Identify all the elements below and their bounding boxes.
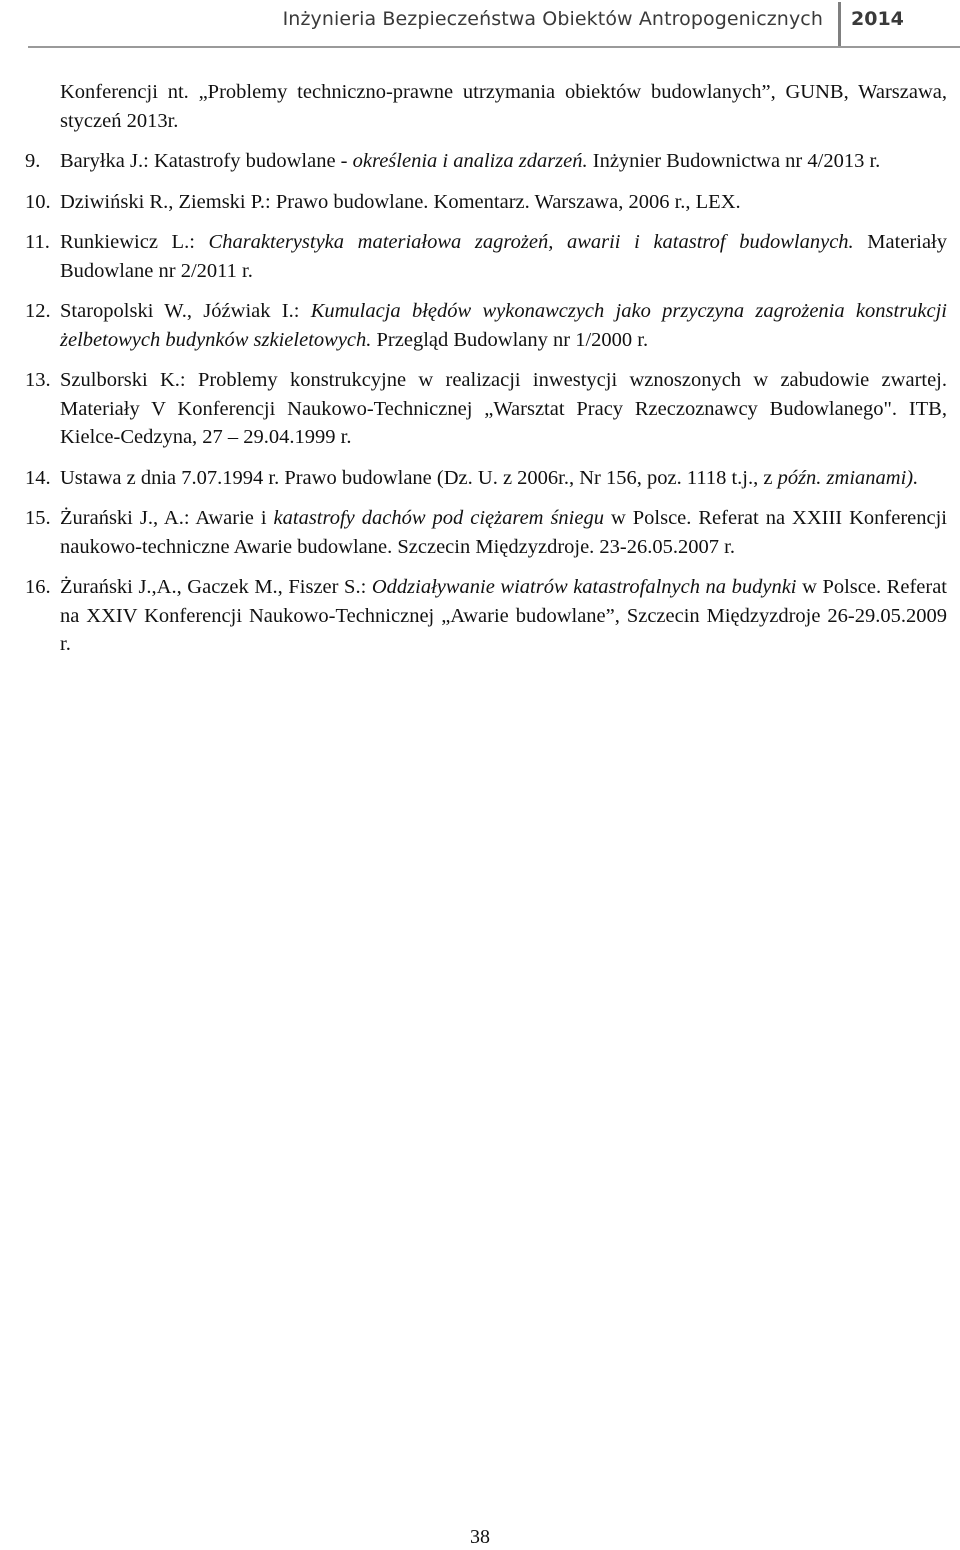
- reference-item: [25, 464, 947, 493]
- journal-year: 2014: [851, 8, 904, 30]
- reference-item: [25, 147, 947, 176]
- reference-number: 16.: [25, 576, 51, 598]
- reference-number: 15.: [25, 507, 51, 529]
- reference-text: [60, 366, 947, 452]
- reference-authors: Ustawa z dnia 7.07.1994 r.: [60, 466, 285, 489]
- reference-text: [60, 228, 947, 285]
- reference-item: [25, 573, 947, 659]
- page-number: 38: [470, 1526, 490, 1548]
- reference-text: Konferencji nt. „Problemy techniczno-prawne utrzymania obiektów budowlanych”, GUNB, Warszawa, styczeń 2013r.: [60, 81, 947, 132]
- reference-title: Awarie i: [195, 507, 274, 529]
- reference-title: Prawo budowlane. Komentarz. Warszawa, 2006 r., LEX.: [275, 190, 741, 213]
- reference-authors: Runkiewicz L.:: [60, 231, 209, 253]
- reference-item: [25, 228, 947, 285]
- reference-item: [25, 188, 947, 217]
- journal-title: Inżynieria Bezpieczeństwa Obiektów Antropogenicznych: [282, 8, 823, 30]
- reference-number: 11.: [25, 231, 50, 253]
- reference-title-italic: Oddziaływanie wiatrów katastrofalnych na budynki: [371, 576, 797, 598]
- reference-text: [60, 504, 947, 561]
- reference-item: [25, 78, 947, 135]
- reference-number: 13.: [25, 369, 51, 391]
- running-header: [0, 0, 960, 48]
- reference-number: 9.: [25, 150, 41, 172]
- reference-item: [25, 366, 947, 452]
- reference-authors: Staropolski W., Jóźwiak I.:: [60, 300, 311, 322]
- reference-number: 10.: [25, 190, 51, 213]
- reference-number: 14.: [25, 466, 51, 489]
- reference-authors: Dziwiński R., Ziemski P.:: [60, 190, 276, 213]
- reference-authors: Szulborski K.:: [60, 369, 198, 391]
- reference-title-italic: późn. zmianami).: [777, 466, 919, 489]
- reference-text: [60, 464, 947, 493]
- reference-number: 12.: [25, 300, 51, 322]
- reference-title: Prawo budowlane (Dz. U. z 2006r., Nr 156, poz. 1118 t.j., z: [284, 466, 778, 489]
- reference-list: [25, 78, 947, 671]
- reference-title-italic: określenia i analiza zdarzeń.: [352, 150, 588, 172]
- reference-source: Materiały Budowlane nr 2/2011 r.: [60, 231, 947, 282]
- reference-authors: Żurański J.,A., Gaczek M., Fiszer S.:: [60, 576, 372, 598]
- reference-source: Inżynier Budownictwa nr 4/2013 r.: [587, 150, 881, 172]
- reference-title: Problemy konstrukcyjne w realizacji inwestycji wznoszonych w zabudowie zwartej. Materiały V Konferencji Naukowo-Technicznej „Warsztat Pracy Rzeczoznawcy Budowlanego". ITB, Kielce-Cedzyna, 27 – 29.04.1999 r.: [60, 369, 948, 448]
- reference-text: [60, 297, 947, 354]
- header-separator: [838, 2, 841, 46]
- reference-title-italic: Charakterystyka materiałowa zagrożeń, awarii i katastrof budowlanych.: [208, 231, 854, 253]
- reference-source: w Polsce. Referat na XXIII Konferencji naukowo-techniczne Awarie budowlane. Szczecin Międzyzdroje. 23-26.05.2007 r.: [60, 507, 947, 558]
- reference-text: [60, 573, 947, 659]
- reference-title-italic: Kumulacja błędów wykonawczych jako przyczyna zagrożenia konstrukcji żelbetowych budynków szkieletowych.: [60, 300, 947, 351]
- reference-text: [60, 188, 947, 217]
- reference-authors: Żurański J., A.:: [60, 507, 196, 529]
- reference-source: w Polsce. Referat na XXIV Konferencji Naukowo-Technicznej „Awarie budowlane”, Szczecin Międzyzdroje 26-29.05.2009 r.: [60, 576, 948, 655]
- reference-item: [25, 297, 947, 354]
- reference-source: Przegląd Budowlany nr 1/2000 r.: [371, 328, 649, 351]
- reference-item: [25, 504, 947, 561]
- reference-title: Katastrofy budowlane -: [153, 150, 353, 172]
- header-rule: [28, 46, 960, 48]
- reference-text: [60, 147, 947, 176]
- reference-authors: Baryłka J.:: [60, 150, 154, 172]
- reference-title-italic: katastrofy dachów pod ciężarem śniegu: [273, 507, 604, 529]
